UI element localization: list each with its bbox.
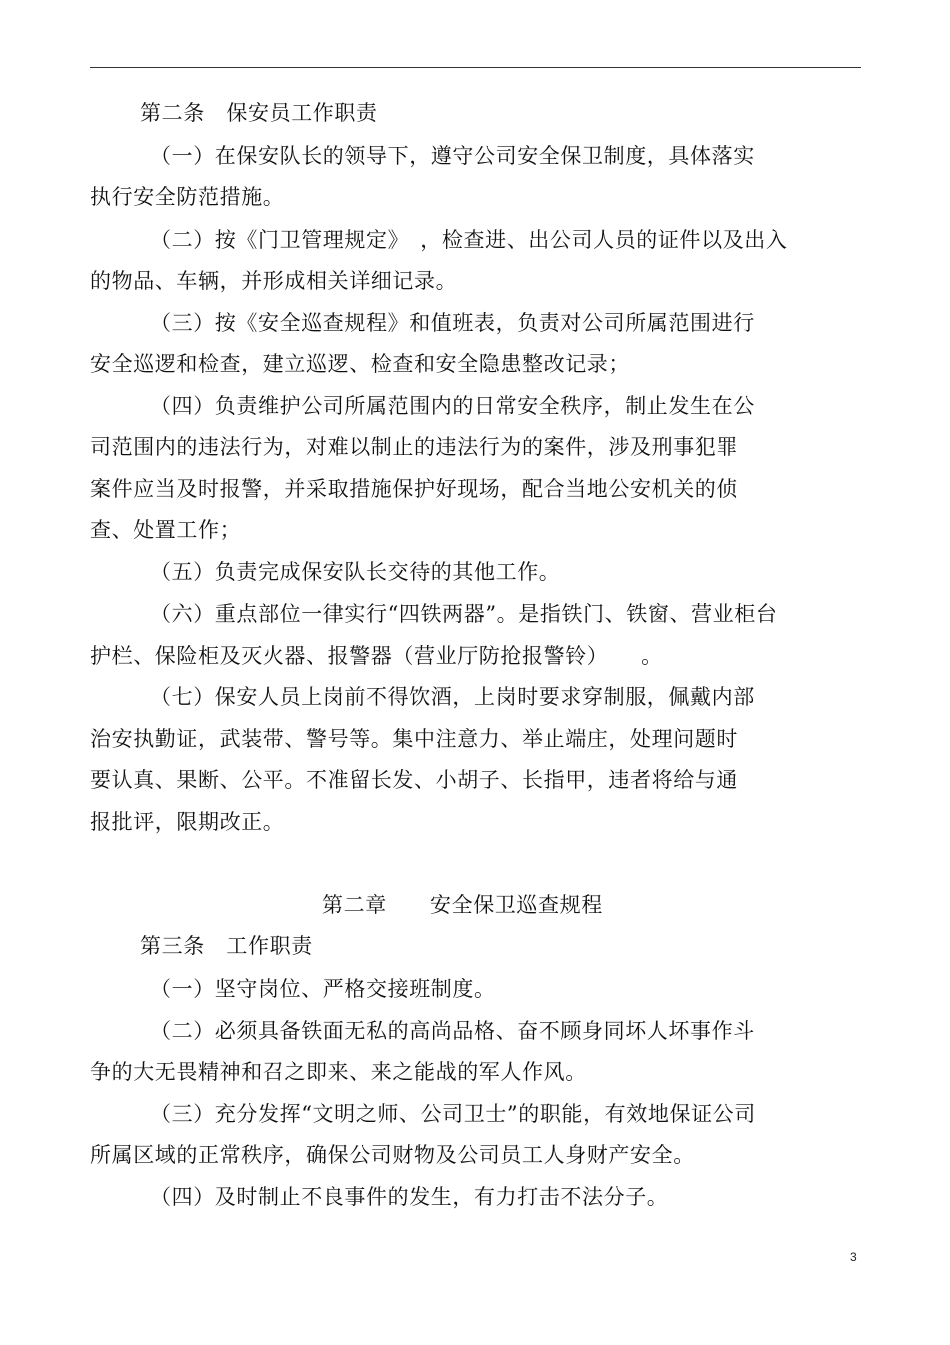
paragraph-line: （二）必须具备铁面无私的高尚品格、奋不顾身同坏人坏事作斗	[150, 1019, 755, 1043]
paragraph-line: 案件应当及时报警，并采取措施保护好现场，配合当地公安机关的侦	[90, 477, 738, 501]
page-number: 3	[850, 1250, 857, 1264]
paragraph-line: 报批评，限期改正。	[90, 810, 285, 834]
paragraph-line: 执行安全防范措施。	[90, 185, 285, 209]
paragraph-line: 的物品、车辆，并形成相关详细记录。	[90, 269, 458, 293]
chapter-heading: 第二章 安全保卫巡查规程	[322, 893, 603, 917]
paragraph-line: 司范围内的违法行为，对难以制止的违法行为的案件，涉及刑事犯罪	[90, 435, 738, 459]
article-3-title: 第三条 工作职责	[140, 934, 313, 958]
paragraph-line: 护栏、保险柜及灭火器、报警器（营业厅防抢报警铃） 。	[90, 644, 663, 668]
paragraph-line: （三）按《安全巡查规程》和值班表，负责对公司所属范围进行	[150, 311, 755, 335]
paragraph-line: （三）充分发挥“文明之师、公司卫士”的职能，有效地保证公司	[150, 1102, 756, 1126]
paragraph-line: 查、处置工作；	[90, 518, 242, 542]
paragraph-line: 安全巡逻和检查，建立巡逻、检查和安全隐患整改记录；	[90, 352, 630, 376]
paragraph-line: （一）在保安队长的领导下，遵守公司安全保卫制度，具体落实	[150, 144, 755, 168]
article-2-title: 第二条 保安员工作职责	[140, 101, 378, 125]
paragraph-line: 治安执勤证，武装带、警号等。集中注意力、举止端庄，处理问题时	[90, 727, 738, 751]
paragraph-line: （六）重点部位一律实行“四铁两器”。是指铁门、铁窗、营业柜台	[150, 602, 778, 626]
paragraph-line: （一）坚守岗位、严格交接班制度。	[150, 977, 496, 1001]
paragraph-line: （四）及时制止不良事件的发生，有力打击不法分子。	[150, 1185, 669, 1209]
paragraph-line: （二）按《门卫管理规定》 ，检查进、出公司人员的证件以及出入	[150, 228, 788, 252]
paragraph-line: 要认真、果断、公平。不准留长发、小胡子、长指甲，违者将给与通	[90, 768, 738, 792]
paragraph-line: （五）负责完成保安队长交待的其他工作。	[150, 560, 561, 584]
header-rule	[90, 67, 861, 68]
paragraph-line: 争的大无畏精神和召之即来、来之能战的军人作风。	[90, 1060, 587, 1084]
paragraph-line: （七）保安人员上岗前不得饮酒，上岗时要求穿制服，佩戴内部	[150, 685, 755, 709]
paragraph-line: （四）负责维护公司所属范围内的日常安全秩序，制止发生在公	[150, 394, 755, 418]
paragraph-line: 所属区域的正常秩序，确保公司财物及公司员工人身财产安全。	[90, 1143, 695, 1167]
